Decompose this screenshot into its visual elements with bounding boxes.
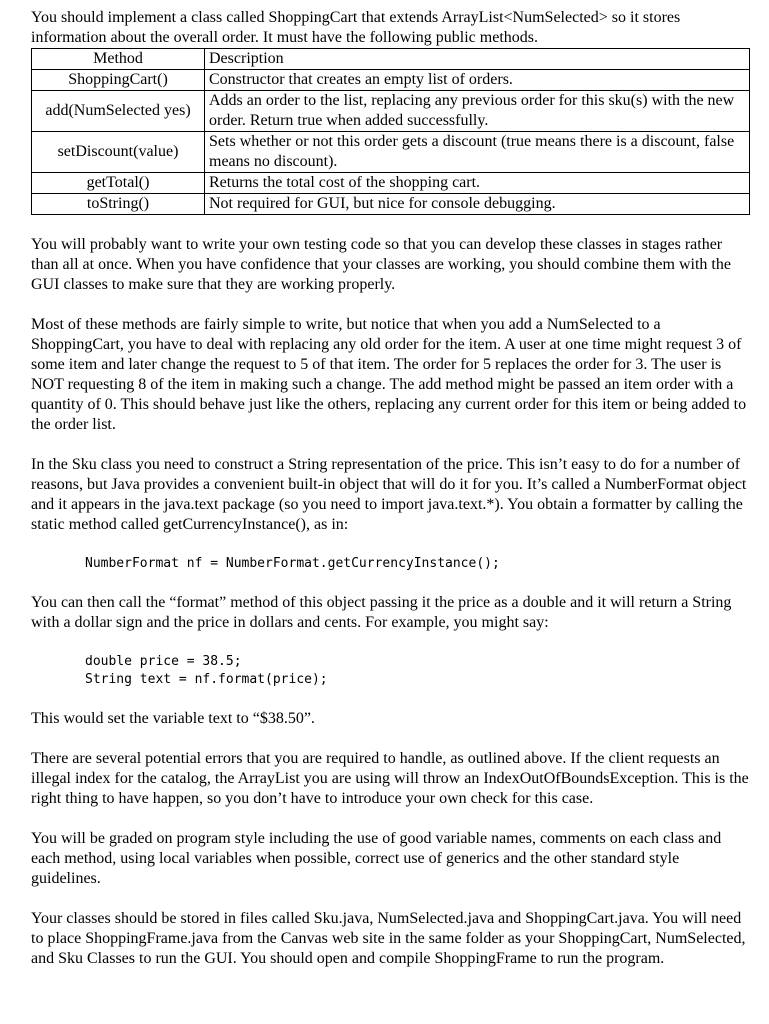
- method-cell: ShoppingCart(): [32, 70, 205, 91]
- code-line: NumberFormat nf = NumberFormat.getCurrencyInstance();: [85, 556, 500, 571]
- table-row: [32, 132, 750, 173]
- method-cell: add(NumSelected yes): [32, 91, 205, 132]
- paragraph-sku-price: In the Sku class you need to construct a String representation of the price. This isn’t easy to do for a number of reasons, but Java provides a convenient built-in object that will do it for you. It’s called a NumberFormat object and it appears in the java.text package (so you need to import java.text.*). You obtain a formatter by calling the static method called getCurrencyInstance(), as in:: [31, 456, 747, 533]
- description-cell: Sets whether or not this order gets a discount (true means there is a discount, false means no discount).: [205, 132, 750, 173]
- code-line: String text = nf.format(price);: [85, 672, 328, 687]
- description-cell: Returns the total cost of the shopping cart.: [205, 173, 750, 194]
- intro-paragraph: You should implement a class called ShoppingCart that extends ArrayList<NumSelected> so it stores information about the overall order. It must have the following public methods.: [31, 9, 681, 46]
- method-cell: toString(): [32, 194, 205, 215]
- description-cell: Constructor that creates an empty list of orders.: [205, 70, 750, 91]
- paragraph-files: Your classes should be stored in files called Sku.java, NumSelected.java and ShoppingCart.java. You will need to place ShoppingFrame.java from the Canvas web site in the same folder as your ShoppingCart, NumSelected, and Sku Classes to run the GUI. You should open and compile ShoppingFrame to run the program.: [31, 910, 746, 967]
- paragraph-result: This would set the variable text to “$38.50”.: [31, 710, 315, 727]
- table-row: [32, 70, 750, 91]
- header-description: Description: [205, 49, 750, 70]
- document-page: [31, 8, 751, 969]
- method-cell: getTotal(): [32, 173, 205, 194]
- paragraph-format-call: You can then call the “format” method of this object passing it the price as a double and it will return a String with a dollar sign and the price in dollars and cents. For example, you might say:: [31, 594, 732, 631]
- description-cell: Not required for GUI, but nice for console debugging.: [205, 194, 750, 215]
- table-row: [32, 173, 750, 194]
- methods-table: [31, 48, 750, 215]
- header-method: Method: [32, 49, 205, 70]
- paragraph-testing: You will probably want to write your own testing code so that you can develop these classes in stages rather than all at once. When you have confidence that your classes are working, you should combine them with the GUI classes to make sure that they are working properly.: [31, 236, 731, 293]
- code-line: double price = 38.5;: [85, 654, 242, 669]
- paragraph-add-method: Most of these methods are fairly simple to write, but notice that when you add a NumSelected to a ShoppingCart, you have to deal with replacing any old order for the item. A user at one time might request 3 of some item and later change the request to 5 of that item. The order for 5 replaces the order for 3. The user is NOT requesting 8 of the item in making such a change. The add method might be passed an item order with a quantity of 0. This should behave just like the others, replacing any current order for this item or being added to the order list.: [31, 316, 747, 433]
- table-header-row: [32, 49, 750, 70]
- paragraph-errors: There are several potential errors that you are required to handle, as outlined above. If the client requests an illegal index for the catalog, the ArrayList you are using will throw an IndexOutOfBoundsException. This is the right thing to have happen, so you don’t have to introduce your own check for this case.: [31, 750, 749, 807]
- table-row: [32, 91, 750, 132]
- code-snippet-formatter: [85, 555, 751, 573]
- method-cell: setDiscount(value): [32, 132, 205, 173]
- paragraph-grading: You will be graded on program style including the use of good variable names, comments on each class and each method, using local variables when possible, correct use of generics and the other standard style guidelines.: [31, 830, 722, 887]
- table-row: [32, 194, 750, 215]
- code-snippet-format-example: [85, 653, 751, 689]
- description-cell: Adds an order to the list, replacing any previous order for this sku(s) with the new order. Return true when added successfully.: [205, 91, 750, 132]
